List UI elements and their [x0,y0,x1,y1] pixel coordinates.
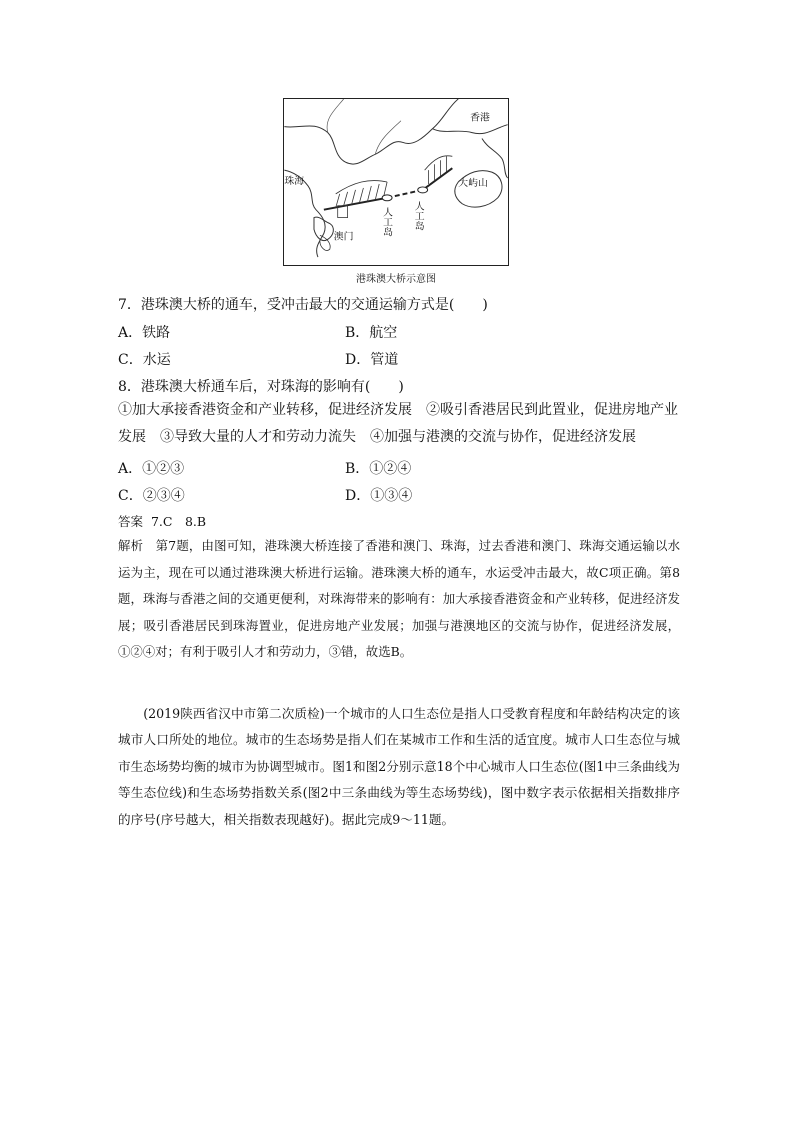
question-8-option-d: D．①③④ [345,488,413,504]
answer-line [118,512,206,530]
artificial-island-east-marker [418,187,428,193]
question-7-option-a: A．铁路 [118,325,171,341]
label-island-east-text: 人工岛 [414,201,425,233]
explanation [118,533,680,666]
label-hongkong: 香港 [470,112,490,124]
label-zhuhai: 珠海 [284,175,305,187]
label-island-west [383,206,393,239]
answer-value: 7.C 8.B [150,514,207,529]
question-7-option-d: D．管道 [345,352,399,368]
question-8-option-b: B．①②④ [345,461,412,477]
coastline-north [284,99,458,164]
coastline-hongkong [433,125,508,134]
river-inland [327,99,401,154]
question-7-option-b: B．航空 [345,325,398,341]
question-8-statements: ①加大承接香港资金和产业转移，促进经济发展 ②吸引香港居民到此置业，促进房地产业发展 ③导致大量的人才和劳动力流失 ④加强与港澳的交流与协作，促进经济发展 [118,402,678,445]
question-7-stem: 7．港珠澳大桥的通车，受冲击最大的交通运输方式是( ) [118,297,488,313]
artificial-island-west-marker [382,195,392,201]
question-7-option-c: C．水运 [118,352,171,368]
bridge-middle-section [387,190,423,198]
question-8-stem: 8．港珠澳大桥通车后，对珠海的影响有( ) [118,379,404,395]
label-macau: 澳门 [333,231,354,243]
question-8-option-a: A．①②③ [118,461,185,477]
bridge-map-drawing [284,99,508,265]
answer-label: 答案 [118,514,144,529]
label-lantau: 大屿山 [458,177,488,189]
explanation-label: 解析 [118,538,144,553]
explanation-text: 第7题，由图可知，港珠澳大桥连接了香港和澳门、珠海，过去香港和澳门、珠海交通运输以水运为主，现在可以通过港珠澳大桥进行运输。港珠澳大桥的通车，水运受冲击最大，故C项正确。第8题，珠海与香港之间的交通更便利，对珠海带来的影响有：加大承接香港资金和产业转移，促进经济发展；吸引香港居民到珠海置业，促进房地产业发展；加强与港澳地区的交流与协作，促进经济发展，①②④对；有利于吸引人才和劳动力，③错，故选B。 [118,538,680,659]
bridge-west-section [324,181,387,218]
label-island-east [415,200,425,233]
question-8-option-c: C．②③④ [118,488,185,504]
coastline-east [482,139,508,179]
bridge-east-section [423,156,453,190]
figure-caption: 港珠澳大桥示意图 [356,274,436,285]
passage-q9-11: (2019陕西省汉中市第二次质检)一个城市的人口生态位是指人口受教育程度和年龄结构决定的该城市人口所处的地位。城市的生态场势是指人们在某城市工作和生活的适宜度。城市人口生态位与城市生态场势均衡的城市为协调型城市。图1和图2分别示意18个中心城市人口生态位(图1中三条曲线为等生态位线)和生态场势指数关系(图2中三条曲线为等生态场势线)，图中数字表示依据相关指数排序的序号(序号越大，相关指数表现越好)。据此完成9～11题。 [118,706,680,827]
bridge-map [283,98,509,266]
label-island-west-text: 人工岛 [383,207,394,239]
